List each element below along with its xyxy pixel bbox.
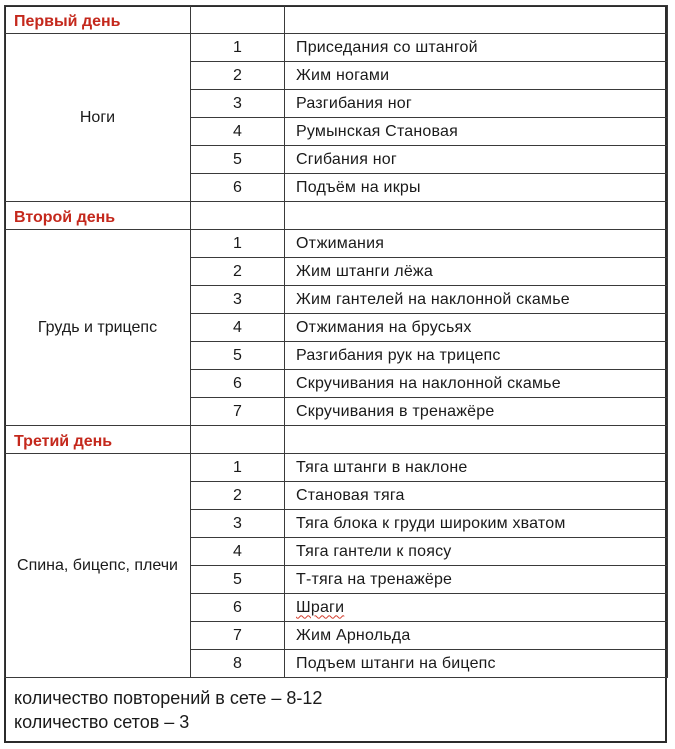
exercise-number: 1 [191,230,285,258]
exercise-name: Скручивания на наклонной скамье [285,370,668,398]
exercise-number: 7 [191,398,285,426]
empty-cell [285,202,668,230]
exercise-name: Румынская Становая [285,118,668,146]
exercise-row [5,34,668,62]
exercise-number: 6 [191,594,285,622]
exercise-name: Скручивания в тренажёре [285,398,668,426]
exercise-name: Разгибания ног [285,90,668,118]
exercise-name [285,594,668,622]
exercise-number: 2 [191,258,285,286]
exercise-number: 6 [191,174,285,202]
exercise-name: Подъем штанги на бицепс [285,650,668,678]
day-title: Третий день [5,426,191,454]
exercise-name: Т-тяга на тренажёре [285,566,668,594]
reps-per-set-note: количество повторений в сете – 8-12 [14,688,323,708]
table-body [5,6,668,678]
exercise-name: Становая тяга [285,482,668,510]
exercise-number: 5 [191,146,285,174]
exercise-number: 3 [191,286,285,314]
empty-cell [285,6,668,34]
empty-cell [285,426,668,454]
footer-notes [4,678,667,743]
muscle-group: Ноги [5,34,191,202]
exercise-number: 5 [191,342,285,370]
exercise-number: 5 [191,566,285,594]
day-header-row [5,6,668,34]
exercise-name: Жим ногами [285,62,668,90]
empty-cell [191,202,285,230]
day-header-row [5,426,668,454]
exercise-name: Подъём на икры [285,174,668,202]
exercise-number: 4 [191,118,285,146]
exercise-row [5,454,668,482]
sets-count-note: количество сетов – 3 [14,712,190,732]
exercise-name: Жим Арнольда [285,622,668,650]
exercise-name: Тяга блока к груди широким хватом [285,510,668,538]
muscle-group: Спина, бицепс, плечи [5,454,191,678]
exercise-number: 4 [191,314,285,342]
exercise-name: Отжимания на брусьях [285,314,668,342]
exercise-name: Жим штанги лёжа [285,258,668,286]
exercise-number: 3 [191,510,285,538]
exercise-number: 1 [191,34,285,62]
exercise-number: 2 [191,482,285,510]
exercise-number: 4 [191,538,285,566]
exercise-name: Тяга гантели к поясу [285,538,668,566]
exercise-name: Приседания со штангой [285,34,668,62]
exercise-name: Отжимания [285,230,668,258]
day-header-row [5,202,668,230]
day-title: Первый день [5,6,191,34]
exercise-name: Сгибания ног [285,146,668,174]
day-title: Второй день [5,202,191,230]
exercise-number: 1 [191,454,285,482]
exercise-name: Тяга штанги в наклоне [285,454,668,482]
muscle-group: Грудь и трицепс [5,230,191,426]
empty-cell [191,6,285,34]
exercise-number: 7 [191,622,285,650]
exercise-row [5,230,668,258]
empty-cell [191,426,285,454]
workout-plan-table [4,5,668,678]
exercise-number: 2 [191,62,285,90]
exercise-number: 8 [191,650,285,678]
exercise-number: 3 [191,90,285,118]
exercise-name: Разгибания рук на трицепс [285,342,668,370]
exercise-number: 6 [191,370,285,398]
spellcheck-flagged-word: Шраги [296,598,345,616]
exercise-name: Жим гантелей на наклонной скамье [285,286,668,314]
